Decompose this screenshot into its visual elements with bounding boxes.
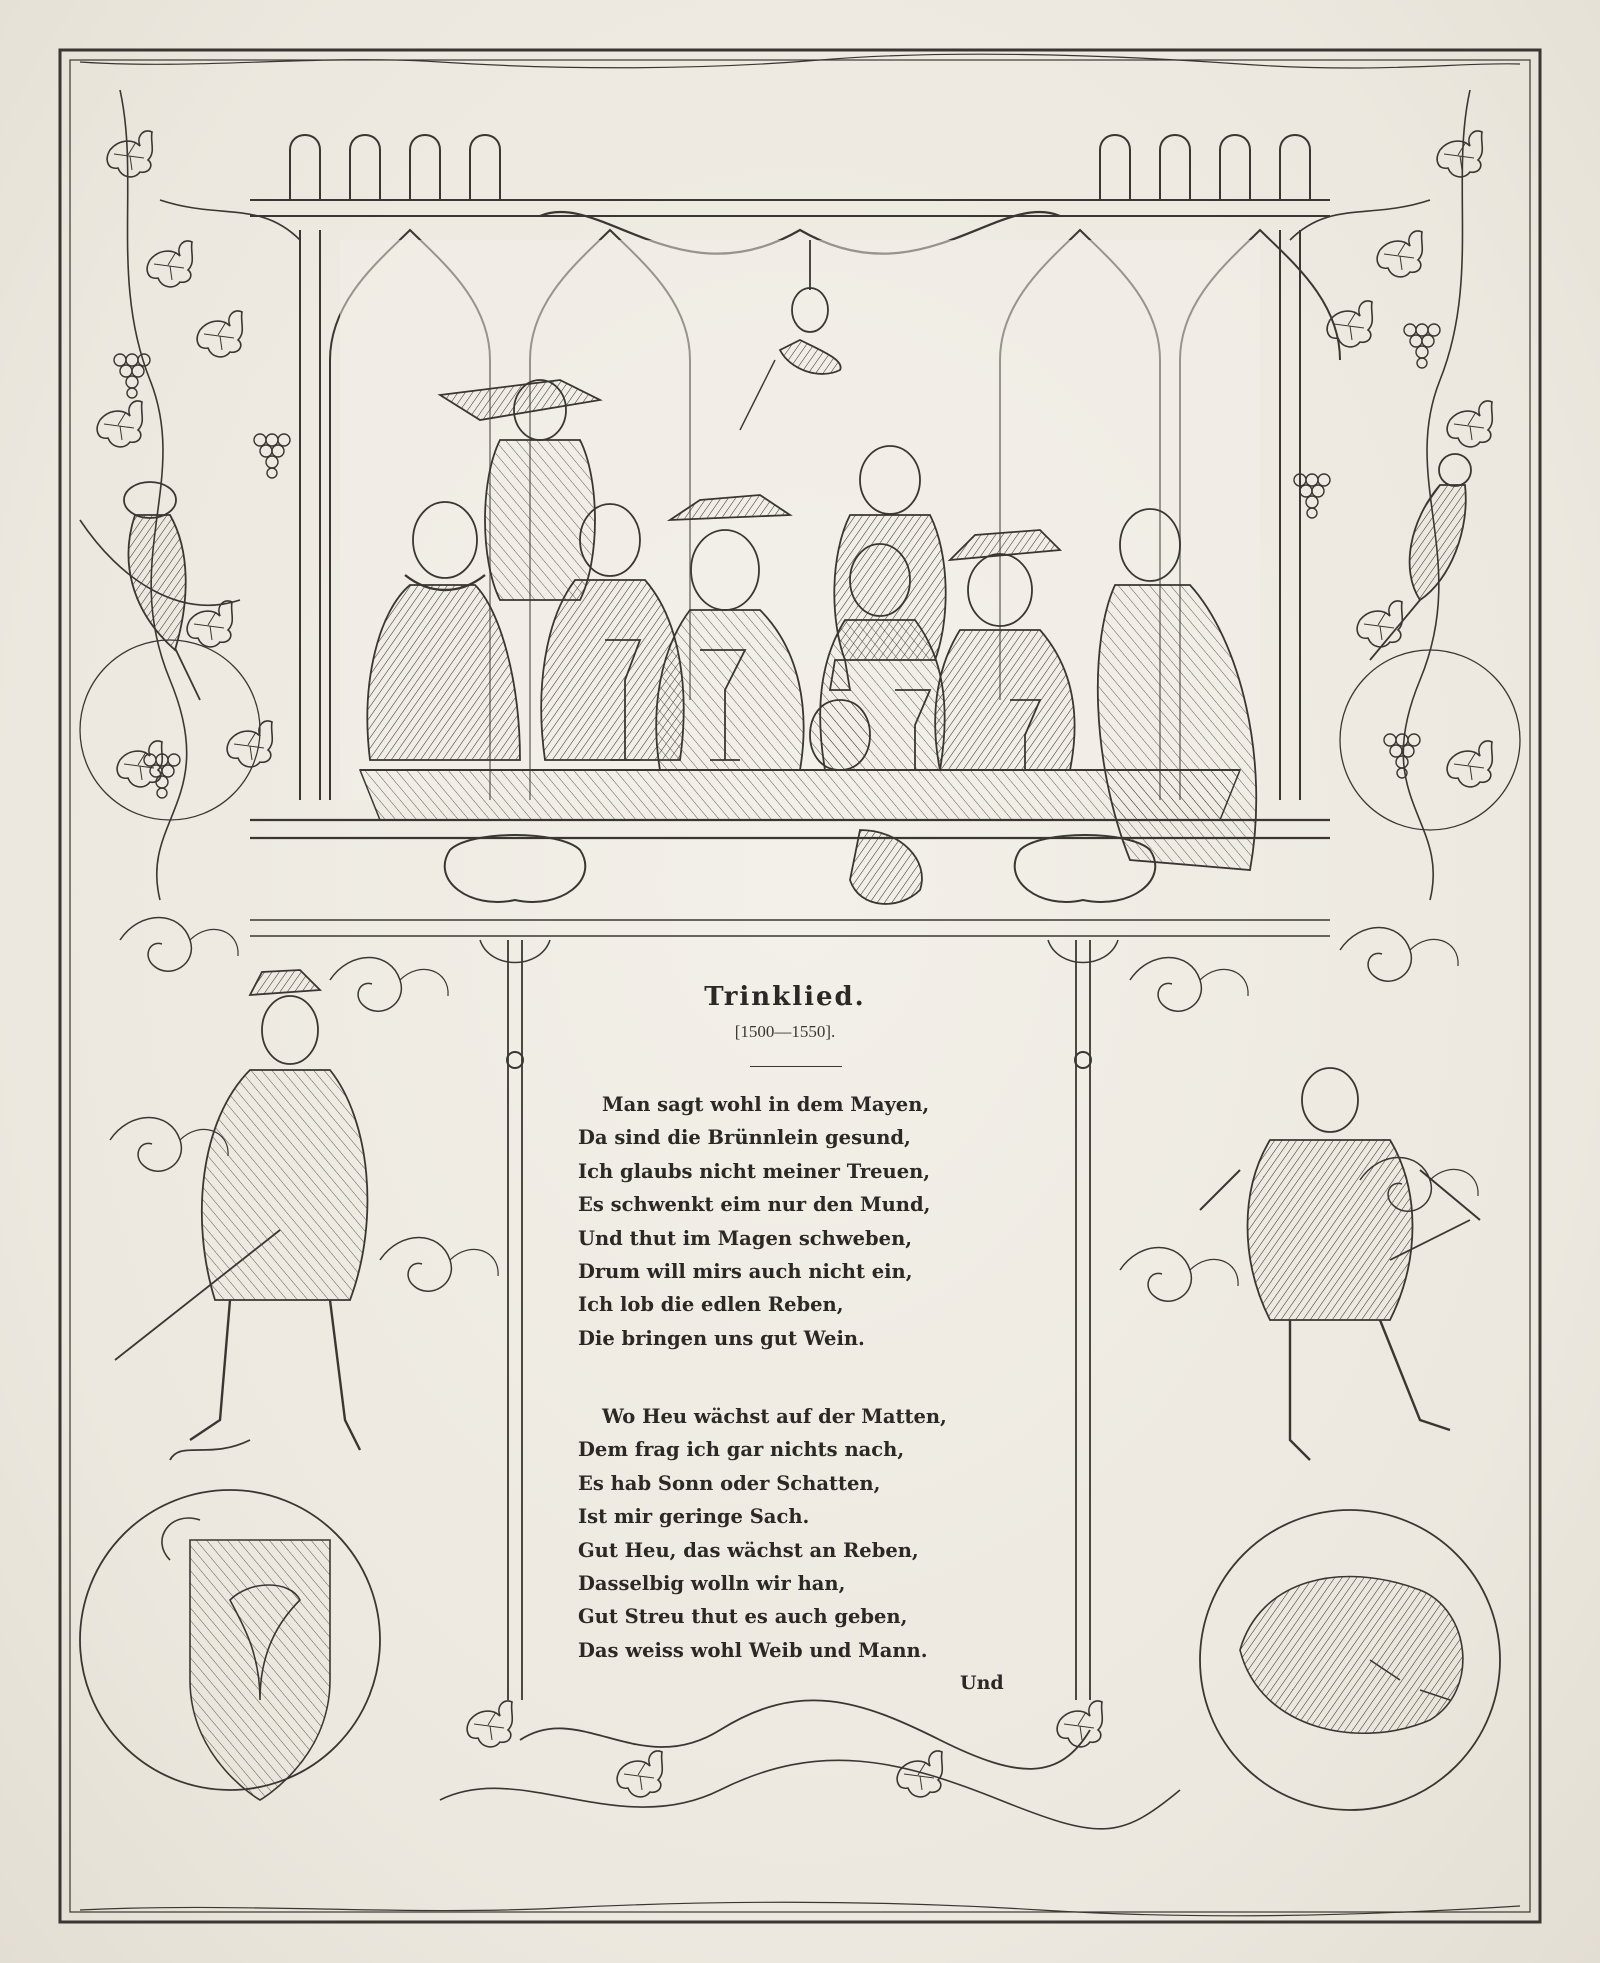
verse-line: Das weiss wohl Weib und Mann. [578,1638,928,1662]
verse-line: Es hab Sonn oder Schatten, [578,1471,881,1495]
stanza-2 [578,1400,1038,1667]
drinking-scene [340,240,1260,904]
verse-line: Drum will mirs auch nicht ein, [578,1260,913,1284]
grapevine-right [1290,90,1520,900]
verse-line: Wo Heu wächst auf der Matten, [602,1405,947,1428]
coat-of-arms-shield [80,1490,380,1800]
swordsman-figure-left [115,970,367,1460]
parrot-left-icon [124,482,200,700]
verse-line: Dem frag ich gar nichts nach, [578,1438,905,1462]
bird-right-icon [1370,454,1471,660]
dancing-figure-right [1200,1068,1480,1460]
verse-line: Die bringen uns gut Wein. [578,1326,865,1350]
verse-line: Ich lob die edlen Reben, [578,1293,844,1317]
verse-line: Es schwenkt eim nur den Mund, [578,1193,931,1217]
poem-dates: [1500—1550]. [734,1022,836,1041]
catchword: Und [960,1672,1004,1694]
verse-line: Da sind die Brünnlein gesund, [578,1126,911,1150]
grapevine-left [80,90,300,900]
verse-line: Gut Streu thut es auch geben, [578,1605,908,1629]
verse-line: Und thut im Magen schweben, [578,1226,913,1250]
sleeping-figure-medallion [1200,1510,1500,1810]
poem-panel [520,960,1050,1694]
verse-line: Dasselbig wolln wir han, [578,1572,846,1596]
verse-line: Man sagt wohl in dem Mayen, [602,1093,930,1116]
verse-line: Ist mir geringe Sach. [578,1505,810,1529]
stanza-1 [578,1088,1038,1355]
verse-line: Ich glaubs nicht meiner Treuen, [578,1159,931,1183]
divider-rule [750,1066,842,1067]
verse-line: Gut Heu, das wächst an Reben, [578,1538,919,1562]
poem-title: Trinklied. [704,982,866,1012]
